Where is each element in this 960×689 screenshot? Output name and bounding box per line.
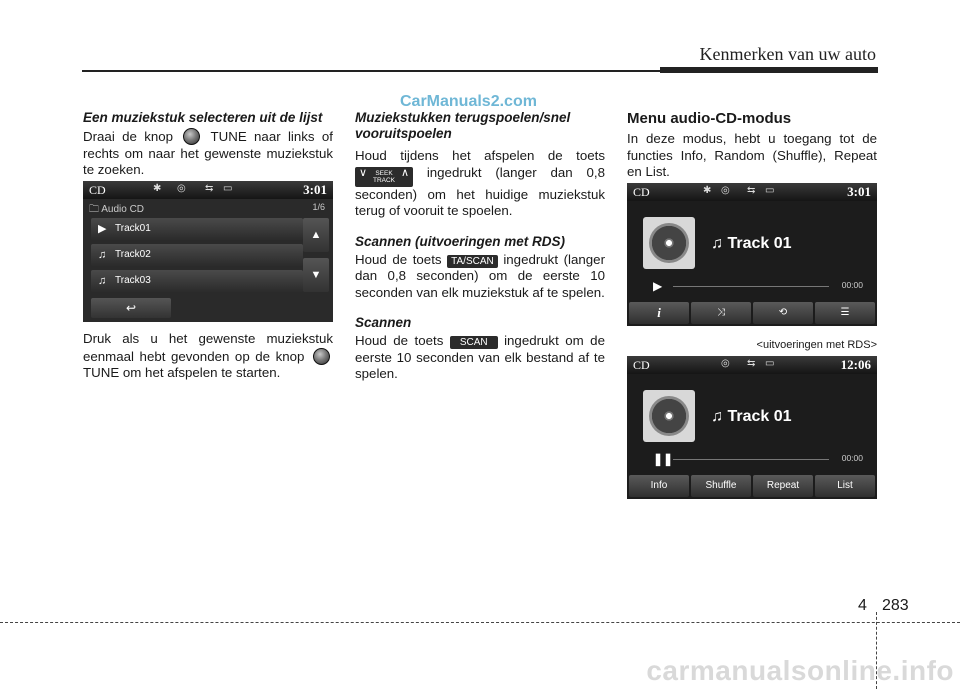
aux-icon: ▭ [223,183,233,194]
play-icon[interactable]: ▶ [653,279,663,293]
music-note-icon: ♫ [711,408,723,425]
ta-scan-key: TA/SCAN [447,255,498,268]
music-note-icon: ♫ [711,235,723,252]
watermark-top: CarManuals2.com [400,93,537,110]
screen1-folder-path: 🗀 Audio CD [89,204,145,215]
screen1-page-indicator: 1/6 [312,202,325,212]
screen2-button-bar [629,302,875,324]
watermark-bottom: carmanualsonline.info [646,655,954,686]
subhead-scan: Scannen [355,315,412,330]
play-circle-icon: ▶ [98,223,107,235]
track-row-3[interactable]: ♫ Track03 [91,270,303,292]
list-icon: ☰ [840,307,850,318]
screen3-track-title: ♫ Track 01 [711,408,792,425]
info-button[interactable]: Info [629,475,689,497]
disc-icon: ◎ [177,183,186,194]
shuffle-button[interactable]: Shuffle [691,475,751,497]
screen1-topbar [83,181,333,199]
disc-icon: ◎ [721,185,730,196]
subhead-scan-rds: Scannen (uitvoeringen met RDS) [355,233,566,249]
screen-track-list [83,181,333,322]
shuffle-icon: ⤨ [717,307,725,318]
music-note-icon: ♫ [98,275,107,287]
info-button[interactable] [629,302,689,324]
para-turn-knob: Draai de knop TUNE naar links of rechts om naar het gewenste muziekstuk te zoeken. [83,129,333,177]
music-note-icon: ♫ [98,249,107,261]
para-cd-menu: In deze modus, hebt u toegang tot de functies Info, Random (Shuffle), Repeat en List. [627,131,877,179]
screen3-clock: 12:06 [840,357,871,372]
screen3-mode-label: CD [633,358,650,372]
chapter-number: 4 [858,597,867,614]
usb-icon: ⇆ [747,358,756,369]
caption-rds: <uitvoeringen met RDS> [756,339,877,351]
pause-icon[interactable]: ❚❚ [653,452,674,466]
back-arrow-icon: ↩ [125,301,137,315]
list-button[interactable]: List [815,475,875,497]
page-header-title: Kenmerken van uw auto [699,44,876,64]
column-1-lower [83,331,333,396]
screen2-track-title: ♫ Track 01 [711,235,792,252]
screen-player [627,356,877,499]
album-art [643,217,695,269]
screen1-mode-label: CD [89,183,106,197]
bluetooth-icon: ✱ [703,185,712,196]
track-row-1[interactable]: ▶ Track01 [91,218,303,240]
scan-key: SCAN [450,336,498,349]
track-row-2[interactable]: ♫ Track02 [91,244,303,266]
column-2 [355,110,605,397]
subhead-rewind-forward: Muziekstukken terugspoelen/snel vooruitspoelen [355,110,571,141]
header-rule [82,70,660,72]
back-button[interactable] [91,298,171,318]
page-number: 283 [882,597,909,614]
usb-icon: ⇆ [747,185,756,196]
repeat-button[interactable]: Repeat [753,475,813,497]
column-3 [627,110,877,195]
para-seek: Houd tijdens het afspelen de toets ∨ SEEK TRACK ∧ ingedrukt (langer dan 0,8 seconden) om het huidige muziekstuk terug of vooruit te spoelen. [355,148,605,220]
tune-knob-icon [313,348,330,365]
folder-icon: 🗀 [89,204,99,215]
screen3-button-bar [629,475,875,497]
cd-disc-icon [649,223,689,263]
cd-disc-icon [649,396,689,436]
list-button[interactable] [815,302,875,324]
screen2-mode-label: CD [633,185,650,199]
scroll-up-button[interactable]: ▲ [303,218,329,252]
screen1-clock: 3:01 [303,182,327,197]
screen2-topbar [627,183,877,201]
para-ta-scan: Houd de toets TA/SCAN ingedrukt (langer dan 0,8 seconden) om de eerste 10 seconden van elk muziekstuk af te spelen. [355,251,605,300]
header-rule-thick [660,67,878,73]
disc-icon: ◎ [721,358,730,369]
repeat-icon: ⟲ [778,307,788,318]
para-press-knob: Druk als u het gewenste muziekstuk eenmaal hebt gevonden op de knop TUNE om het afspelen te starten. [83,331,333,380]
seek-track-key-icon: ∨ SEEK TRACK ∧ [355,167,413,187]
screen-rds-player [627,183,877,326]
info-icon: i [657,305,661,320]
screen3-topbar [627,356,877,374]
aux-icon: ▭ [765,358,775,369]
aux-icon: ▭ [765,185,775,196]
para-scan: Houd de toets SCAN ingedrukt om de eerste 10 seconden van elk bestand af te spelen. [355,333,605,381]
bluetooth-icon: ✱ [153,183,162,194]
repeat-button[interactable] [753,302,813,324]
heading-cd-menu: Menu audio-CD-modus [627,110,792,127]
screen2-elapsed-time: 00:00 [841,280,863,290]
usb-icon: ⇆ [205,183,214,194]
album-art [643,390,695,442]
screen2-clock: 3:01 [847,184,871,199]
shuffle-button[interactable] [691,302,751,324]
footer-rule [0,622,960,623]
scroll-down-button[interactable]: ▼ [303,258,329,292]
progress-bar [673,459,829,460]
subhead-select-track: Een muziekstuk selecteren uit de lijst [83,110,323,125]
screen3-elapsed-time: 00:00 [841,453,863,463]
progress-bar [673,286,829,287]
tune-knob-icon [183,128,200,145]
